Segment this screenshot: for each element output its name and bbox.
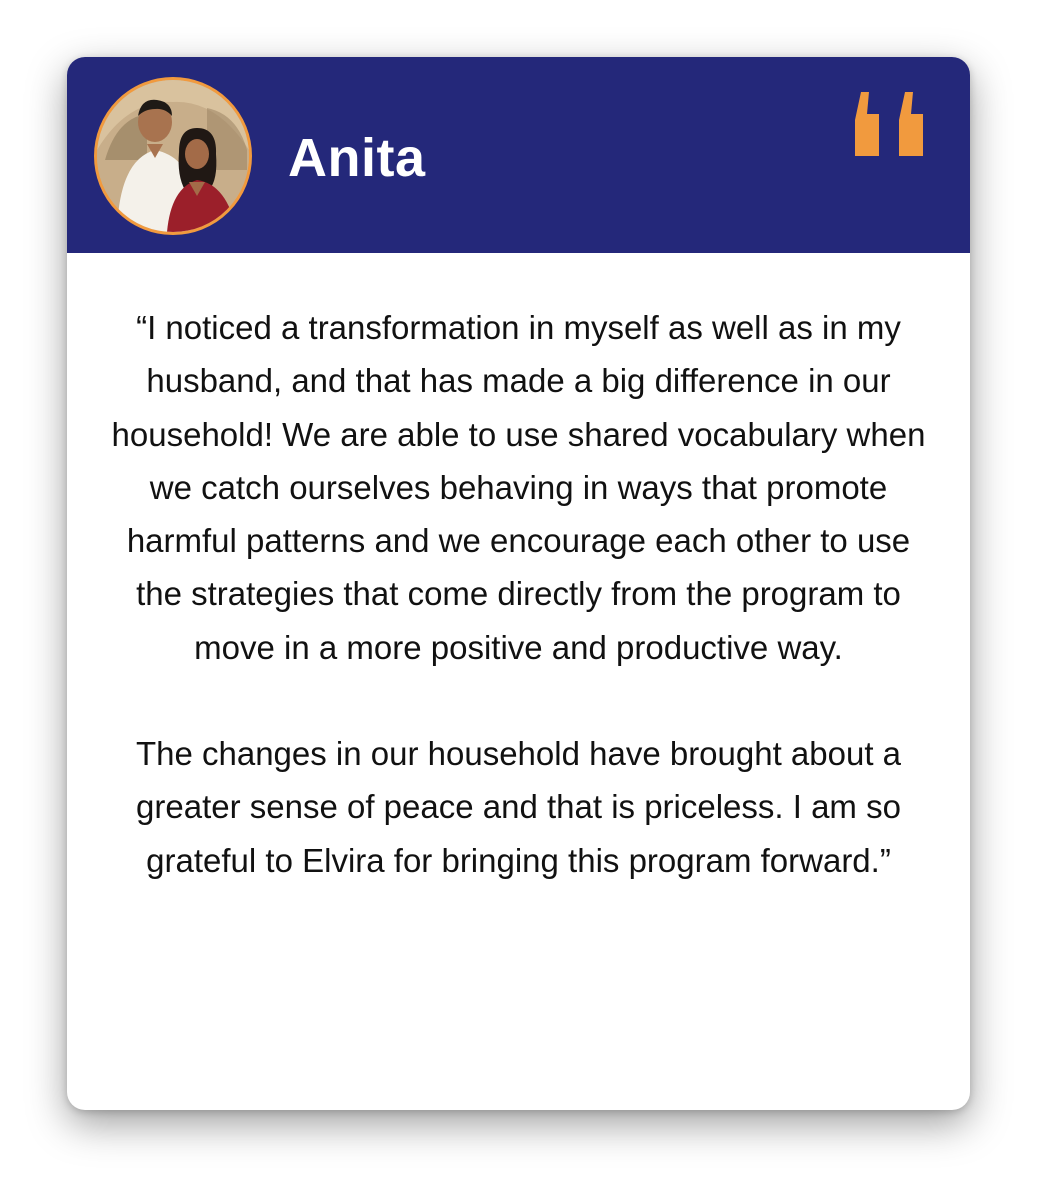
person-name: Anita: [288, 128, 426, 188]
quote-mark-icon: [855, 92, 935, 156]
testimonial-header: [67, 57, 970, 253]
testimonial-paragraph-1: “I noticed a transformation in myself as well as in my husband, and that has made a big difference in our household! We are able to use shared vocabulary when we catch ourselves behaving in ways that promote harmful patterns and we encourage each other to use the strategies that come directly from the program to move in a more positive and productive way.: [111, 309, 926, 666]
testimonial-paragraph-2: The changes in our household have brought about a greater sense of peace and that is priceless. I am so grateful to Elvira for bringing this program forward.”: [135, 735, 902, 879]
testimonial-card: [67, 57, 970, 1110]
avatar: [94, 77, 252, 235]
testimonial-text: [107, 301, 930, 887]
